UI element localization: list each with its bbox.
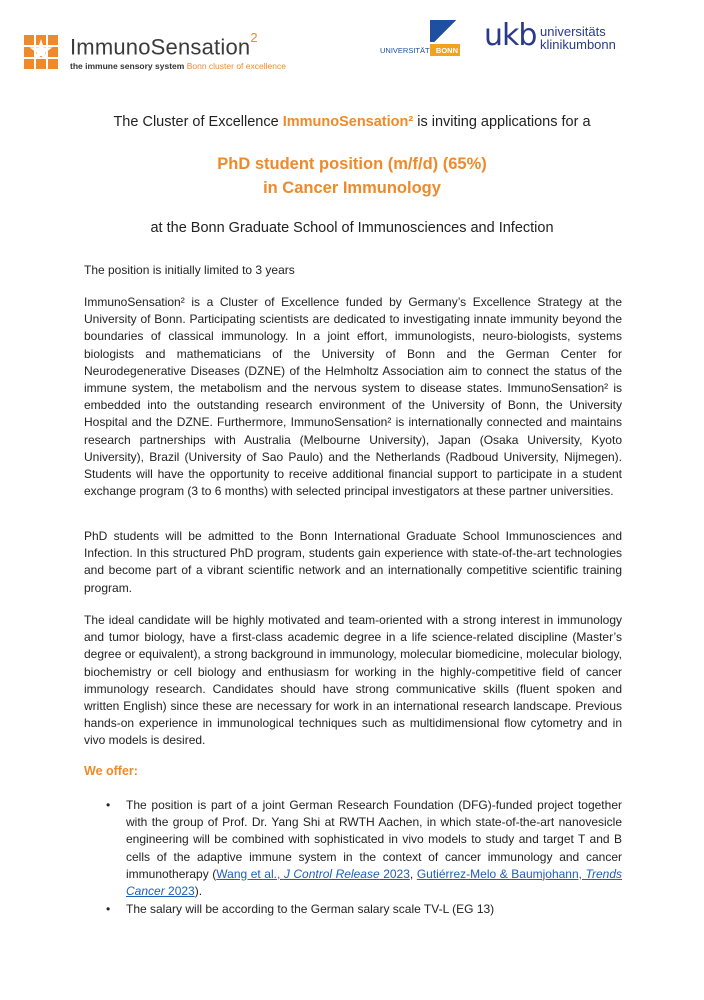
list-item: • The salary will be according to the German salary scale TV-L (EG 13) (84, 901, 622, 918)
list-item: • The position is part of a joint German Research Foundation (DFG)-funded project together with the group of Prof. Dr. Yang Shi at RWTH Aachen, in which state-of-the-art nanovesicle engineering will be combined with sophisticated in vivo models to study and target T and B cells of the adaptive immune system in the context of cancer immunology and cancer immunotherapy (Wang et al., J Control Release 2023, Gutiérrez-Melo & Baumjohann, Trends Cancer 2023). (106, 798, 623, 899)
logo-tagline (70, 61, 286, 71)
university-bonn-logo (380, 20, 462, 58)
immunosensation-logo-icon (24, 35, 58, 69)
bullet-icon: • (106, 902, 111, 917)
ukb-line-2: klinikumbonn (540, 37, 616, 52)
bonn-logo-text-bonn: BONN (435, 46, 458, 55)
we-offer-heading: We offer: (84, 764, 138, 778)
ukb-mark: ukb (484, 18, 537, 53)
position-title-line-1: PhD student position (m/f/d) (65%) (217, 155, 487, 173)
bonn-wedge-icon (430, 20, 460, 42)
bonn-logo-text: UNIVERSITÄT (380, 46, 430, 55)
position-title-line-2: in Cancer Immunology (263, 179, 441, 197)
immunosensation-logo-text: ImmunoSensation$^2$ (70, 30, 258, 60)
ukb-line-1: universitäts (540, 24, 606, 39)
header (0, 0, 704, 90)
bullet-icon: • (106, 798, 111, 812)
offer-list (84, 797, 622, 919)
tagline-sub: Bonn cluster of excellence (186, 61, 286, 71)
duration-paragraph: The position is initially limited to 3 years (84, 263, 295, 277)
cluster-description-paragraph: ImmunoSensation² is a Cluster of Excellence funded by Germany’s Excellence Strategy at the University of Bonn. Participating scientists are dedicated to investigating innate immunity beyond the boundaries of classical immunology. In a joint effort, immunologists, neuro-biologists, systems biologists and mathematicians of the University of Bonn and the German Center for Neurodegenerative Diseases (DZNE) of the Helmholtz Association aim to connect the status of the immune system, the metabolism and the nervous system to disease states. ImmunoSensation² is embedded into the outstanding research environment of the University of Bonn, the University Hospital and the DZNE. Furthermore, ImmunoSensation² is internationally connected and maintains research partnerships with Australia (Melbourne University), Japan (Osaka University, Kyoto University), Brazil (University of Sao Paulo) and the Netherlands (Radboud University, Nijmegen). Students will have the opportunity to receive additional financial support to participate in a student exchange program (3 to 6 months) with selected principal investigators at these partner universities. (84, 295, 622, 499)
tagline-main: the immune sensory system (70, 61, 185, 71)
candidate-profile-paragraph: The ideal candidate will be highly motivated and team-oriented with a strong interest in immunology and tumor biology, have a first-class academic degree in a life science-related discipline (Master’s degree or equivalent), a strong background in immunology, molecular biomedicine, molecular biology, biochemistry or cell biology and enthusiasm for working in the highly-competitive field of cancer immunology research. Candidates should have strong communicative skills (fluent spoken and written English) since these are necessary for work in an international research landscape. Previous hands-on experience in immunological techniques such as multidimensional flow cytometry and in vivo models is desired. (84, 613, 622, 748)
phd-program-paragraph: PhD students will be admitted to the Bonn International Graduate School Immunosciences and Infection. In this structured PhD program, students gain experience with state-of-the-art technologies and become part of a vibrant scientific network and an internationally competitive scientific training program. (84, 529, 622, 595)
ukb-name (540, 25, 616, 51)
intro-brand: ImmunoSensation² (282, 114, 414, 130)
graduate-school-line: at the Bonn Graduate School of Immunosciences and Infection (150, 220, 554, 236)
reference-link-wang[interactable]: Wang et al., J Control Release 2023 (216, 866, 410, 881)
reference-link-gutierrez-melo[interactable]: Gutiérrez-Melo & Baumjohann, Trends Cancer 2023 (126, 866, 623, 899)
intro-line: The Cluster of Excellence ImmunoSensation² is inviting applications for a (113, 114, 591, 130)
